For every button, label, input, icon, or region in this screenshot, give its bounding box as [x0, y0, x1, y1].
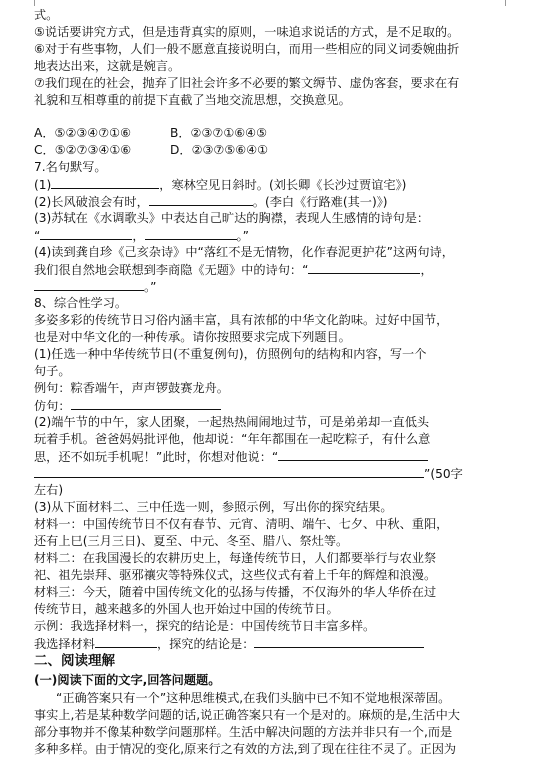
text-line: 句子。	[34, 364, 71, 378]
text-line: 玩着手机。爸爸妈妈批评他，他却说：“年年都围在一起吃粽子，有什么意	[34, 432, 431, 446]
option-c: C．⑤②⑦③④①⑥	[34, 143, 132, 157]
question-line	[34, 448, 428, 465]
question-line	[34, 397, 221, 414]
question-line	[34, 176, 406, 193]
answer-blank	[145, 227, 237, 240]
text: 仿句：	[34, 399, 71, 413]
text-line: 多种多样。由于情况的变化,原来行之有效的方法,到了现在往往不灵了。正因为	[34, 742, 457, 756]
text: “	[34, 229, 41, 243]
text-line: 部分事物并不像某种数学问题那样。生活中解决问题的方法并非只有一个,而是	[34, 725, 453, 739]
question-line	[34, 227, 249, 244]
text-line: 材料一：中国传统节日不仅有春节、元宵、清明、端午、七夕、中秋、重阳，	[34, 517, 449, 531]
answer-blank	[95, 635, 157, 648]
answer-blank	[71, 397, 221, 410]
subsection-heading: (一)阅读下面的文字,回答问题题。	[34, 673, 221, 687]
text: 。(李白《行路难(其一)》)	[252, 195, 388, 209]
answer-blank	[40, 227, 132, 240]
text: 。”	[236, 229, 249, 243]
question-line	[34, 261, 433, 278]
text-line: (1)任选一种中华传统节日(不重复例句)，仿照例句的结构和内容，写一个	[34, 347, 427, 361]
text-line: 多姿多彩的传统节日习俗内涵丰富，具有浓郁的中华文化韵味。过好中国节，	[34, 313, 449, 327]
answer-blank	[34, 465, 424, 478]
section-heading: 二、阅读理解	[34, 653, 115, 669]
text-line: (3)苏轼在《水调歌头》中表达自己旷达的胸襟，表现人生感情的诗句是：	[34, 211, 430, 225]
text-line: (4)读到龚自珍《己亥杂诗》中“落红不是无情物，化作春泥更护花”这两句诗，	[34, 245, 454, 259]
text: (2)长风破浪会有时，	[34, 195, 149, 209]
question-line	[34, 465, 463, 482]
text: 我选择材料	[34, 637, 95, 651]
text: 思，还不如玩手机呢！”此时，你想对他说：“	[34, 450, 279, 464]
text-line: 材料二：在我国漫长的农耕历史上，每逢传统节日，人们都要举行与农业祭	[34, 551, 437, 565]
text-line: (3)从下面材料二、三中任选一则，参照示例，写出你的探究结果。	[34, 500, 393, 514]
text-line: 示例：我选择材料一，探究的结论是：中国传统节日丰富多样。	[34, 619, 376, 633]
option-a: A．⑤②③④⑦①⑥	[34, 126, 132, 140]
crop-mark-top-left	[24, 0, 35, 6]
text-line: “正确答案只有一个”这种思维模式,在我们头脑中已不知不觉地根深蒂固。	[56, 691, 451, 705]
text-line: ⑤说话要讲究方式，但是违背真实的原则，一味追求说话的方式，是不足取的。	[34, 25, 460, 39]
text-line: 事实上,若是某种数学问题的话,说正确答案只有一个是对的。麻烦的是,生活中大	[34, 708, 460, 722]
answer-blank	[278, 448, 428, 461]
text-line: 材料三：今天，随着中国传统文化的弘扬与传播，不仅海外的华人华侨在过	[34, 585, 437, 599]
text-line: 左右)	[34, 483, 64, 497]
question-line	[34, 635, 424, 652]
text-line: 也是对中华文化的一种传承。请你按照要求完成下列题目。	[34, 330, 351, 344]
text-line: 例句：粽香端午，声声锣鼓赛龙舟。	[34, 381, 229, 395]
text: ，	[420, 263, 433, 277]
text-line: 传统节日，越来越多的外国人也开始过中国的传统节日。	[34, 602, 339, 616]
crop-mark-top-right	[505, 0, 516, 6]
question-line	[34, 278, 156, 295]
answer-blank	[254, 635, 424, 648]
text: ，探究的结论是：	[156, 637, 255, 651]
answer-blank	[149, 193, 253, 206]
text: 我们很自然地会联想到李商隐《无题》中的诗句：“	[34, 263, 309, 277]
option-b: B．②③⑦①⑥④⑤	[170, 126, 268, 140]
answer-blank	[308, 261, 420, 274]
text: ，	[132, 229, 145, 243]
text-line: (2)端午节的中午，家人团聚，一起热热闹闹地过节，可是弟弟却一直低头	[34, 415, 430, 429]
text-line: 祀、祖先崇拜、驱邪禳灾等特殊仪式，这些仪式有着上千年的辉煌和浪漫。	[34, 568, 437, 582]
text: (1)	[34, 178, 52, 192]
text: ”(50字	[424, 467, 463, 481]
text-line: 还有上巳(三月三日)、夏至、中元、冬至、腊八、祭灶等。	[34, 534, 349, 548]
text-line: 礼貌和互相尊重的前提下直截了当地交流思想，交换意见。	[34, 93, 351, 107]
answer-blank	[34, 278, 144, 291]
answer-blank	[51, 176, 159, 189]
question-heading: 7.名句默写。	[34, 160, 107, 174]
text: 。”	[144, 280, 157, 294]
question-heading: 8、综合性学习。	[34, 296, 128, 310]
text: ，寒林空见日斜时。(刘长卿《长沙过贾谊宅》)	[159, 178, 407, 192]
text-line: ⑦我们现在的社会，抛弃了旧社会许多不必要的繁文缛节、虚伪客套，要求在有	[34, 76, 460, 90]
text-line: 地表达出来，这就是婉言。	[34, 59, 181, 73]
option-d: D．②③⑦⑤⑥④①	[170, 143, 269, 157]
text-line: 式。	[34, 8, 59, 22]
question-line	[34, 193, 388, 210]
text-line: ⑥对于有些事物，人们一般不愿意直接说明白，而用一些相应的同义词委婉曲折	[34, 42, 460, 56]
